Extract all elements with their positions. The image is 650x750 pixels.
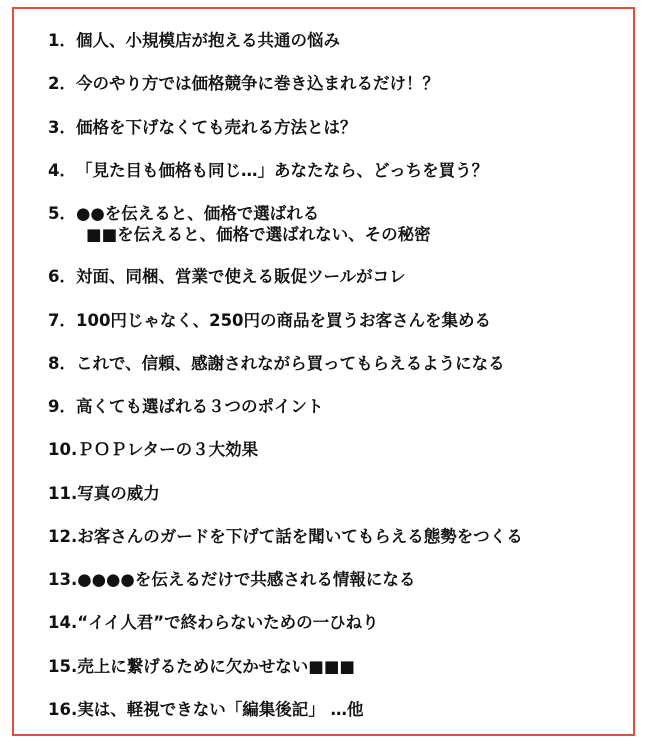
item-number: 5．	[48, 204, 76, 223]
item-text: 「見た目も価格も同じ…」あなたなら、どっちを買う？	[75, 161, 489, 180]
item-text: 価格を下げなくても売れる方法とは？	[75, 118, 357, 137]
item-text: 100円じゃなく、250円の商品を買うお客さんを集める	[75, 311, 492, 330]
item-number: 11.	[48, 484, 78, 503]
item-number: 7．	[48, 311, 76, 330]
item-text: 高くても選ばれる３つのポイント	[75, 397, 324, 416]
item-number: 12.	[48, 527, 78, 546]
list-item	[48, 483, 160, 504]
item-number: 13.	[48, 570, 78, 589]
item-number: 8．	[48, 354, 76, 373]
item-number: 3．	[48, 118, 76, 137]
item-text: お客さんのガードを下げて話を聞いてもらえる態勢をつくる	[77, 527, 523, 546]
list-item	[48, 612, 379, 633]
item-number: 4．	[48, 161, 76, 180]
item-number: 16.	[48, 700, 78, 719]
item-number: 6．	[48, 267, 76, 286]
item-text: “イイ人君”で終わらないための一ひねり	[77, 613, 379, 632]
list-item	[48, 526, 523, 547]
list-item	[48, 203, 431, 245]
item-text: 売上に繋げるために欠かせない■■■	[77, 657, 356, 676]
list-item	[48, 439, 258, 460]
content-frame	[12, 7, 635, 736]
item-number: 10.	[48, 440, 78, 459]
item-text: ●●を伝えると、価格で選ばれる	[75, 204, 320, 223]
list-item	[48, 160, 488, 181]
list-item	[48, 310, 491, 331]
list-item	[48, 699, 363, 720]
list-item	[48, 73, 439, 94]
list-item	[48, 396, 323, 417]
item-text: 写真の威力	[77, 484, 160, 503]
item-text: ＰＯＰレターの３大効果	[77, 440, 259, 459]
item-text: 個人、小規模店が抱える共通の悩み	[75, 31, 340, 50]
list-item	[48, 30, 340, 51]
item-number: 1．	[48, 31, 76, 50]
item-text: 今のやり方では価格競争に巻き込まれるだけ！？	[75, 74, 439, 93]
list-item	[48, 117, 356, 138]
list-item	[48, 569, 415, 590]
item-text: 実は、軽視できない「編集後記」 …他	[77, 700, 364, 719]
list-item	[48, 353, 505, 374]
item-text: 対面、同梱、営業で使える販促ツールがコレ	[75, 267, 406, 286]
item-number: 9．	[48, 397, 76, 416]
item-number: 14.	[48, 613, 78, 632]
item-number: 2．	[48, 74, 76, 93]
item-text-line2: ■■を伝えると、価格で選ばれない、その秘密	[86, 225, 431, 244]
list-item	[48, 266, 406, 287]
item-number: 15.	[48, 657, 78, 676]
list-item	[48, 656, 355, 677]
item-text: これで、信頼、感謝されながら買ってもらえるようになる	[75, 354, 505, 373]
item-text: ●●●●を伝えるだけで共感される情報になる	[77, 570, 416, 589]
